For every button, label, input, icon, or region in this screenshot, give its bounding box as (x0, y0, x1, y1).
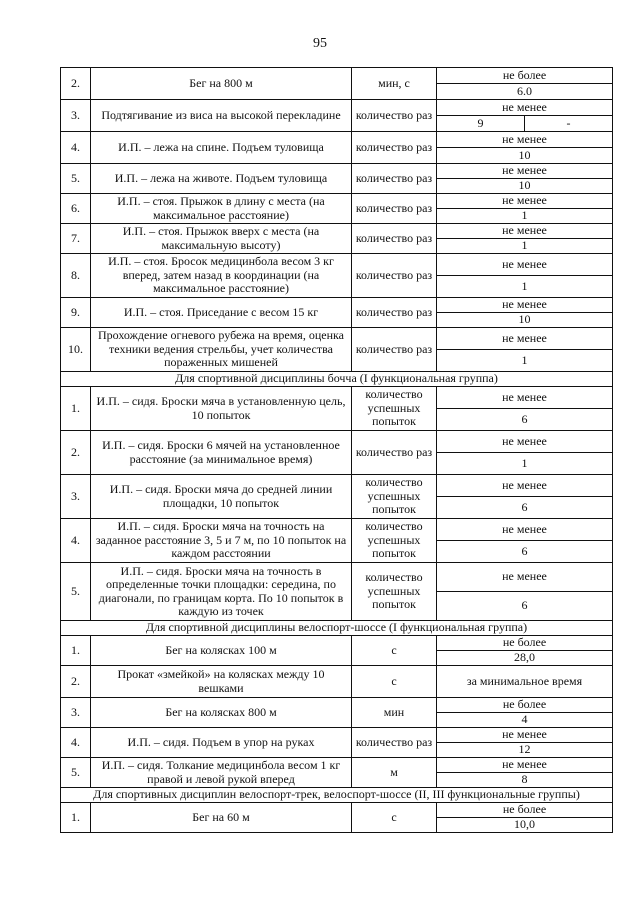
exercise-name: Прокат «змейкой» на колясках между 10 вешками (91, 666, 352, 698)
norm-condition: не менее (437, 758, 612, 773)
exercise-name: И.П. – сидя. Броски мяча в установленную цель, 10 попыток (91, 387, 352, 431)
norm-value: 10,0 (514, 817, 535, 832)
unit-of-measure: с (352, 666, 437, 698)
table-row (61, 666, 613, 698)
exercise-name: И.П. – сидя. Толкание медицинбола весом 1 кг правой и левой рукой вперед (91, 758, 352, 788)
norm-cell (437, 431, 613, 475)
row-number: 6. (61, 194, 91, 224)
table-row (61, 475, 613, 519)
exercise-name: И.П. – лежа на животе. Подъем туловища (91, 164, 352, 194)
section-title: Для спортивной дисциплины бочча (I функциональная группа) (61, 372, 613, 387)
exercise-name: И.П. – стоя. Прыжок вверх с места (на максимальную высоту) (91, 224, 352, 254)
row-number: 10. (61, 328, 91, 372)
norm-value: 10 (518, 312, 531, 327)
norm-cell (437, 698, 613, 728)
norm-value: 6 (521, 543, 528, 558)
unit-of-measure: м (352, 758, 437, 788)
unit-of-measure: количество раз (352, 728, 437, 758)
norm-cell (437, 803, 613, 833)
section-title: Для спортивных дисциплин велоспорт-трек, велоспорт-шоссе (II, III функциональные группы) (61, 788, 613, 803)
table-row (61, 194, 613, 224)
table-row (61, 100, 613, 132)
table-row (61, 563, 613, 621)
row-number: 7. (61, 224, 91, 254)
row-number: 4. (61, 519, 91, 563)
norm-condition: не менее (437, 254, 612, 276)
exercise-name: И.П. – сидя. Броски мяча до средней линии площадки, 10 попыток (91, 475, 352, 519)
norm-value-secondary: - (524, 116, 612, 131)
row-number: 5. (61, 563, 91, 621)
norm-condition: не менее (437, 132, 612, 148)
norm-value: 6 (521, 411, 528, 426)
unit-of-measure: мин (352, 698, 437, 728)
exercise-name: Бег на 60 м (91, 803, 352, 833)
norm-value: 12 (518, 742, 531, 757)
unit-of-measure: количество раз (352, 298, 437, 328)
section-header-row (61, 621, 613, 636)
exercise-name: Бег на колясках 800 м (91, 698, 352, 728)
exercise-name: И.П. – лежа на спине. Подъем туловища (91, 132, 352, 164)
row-number: 1. (61, 636, 91, 666)
row-number: 1. (61, 803, 91, 833)
unit-of-measure: количество раз (352, 431, 437, 475)
norm-cell (437, 254, 613, 298)
norm-values (437, 116, 612, 131)
table-row (61, 298, 613, 328)
table-row (61, 758, 613, 788)
row-number: 5. (61, 758, 91, 788)
exercise-name: Прохождение огневого рубежа на время, оценка техники ведения стрельбы, учет количества пораженных мишеней (91, 328, 352, 372)
row-number: 8. (61, 254, 91, 298)
exercise-name: И.П. – сидя. Броски мяча на точность на заданное расстояние 3, 5 и 7 м, по 10 попыток на каждом расстоянии (91, 519, 352, 563)
norm-value: за минимальное время (437, 666, 613, 698)
norm-value: 10 (518, 147, 531, 162)
unit-of-measure: количество раз (352, 194, 437, 224)
table-row (61, 132, 613, 164)
norm-value: 1 (521, 208, 528, 223)
row-number: 3. (61, 698, 91, 728)
norm-value: 1 (521, 278, 528, 293)
norm-value: 1 (521, 455, 528, 470)
norm-condition: не более (437, 698, 612, 713)
row-number: 2. (61, 68, 91, 100)
table-row (61, 254, 613, 298)
norm-value: 10 (518, 178, 531, 193)
norm-condition: не менее (437, 387, 612, 409)
norm-cell (437, 194, 613, 224)
norm-cell (437, 164, 613, 194)
table-row (61, 68, 613, 100)
row-number: 2. (61, 431, 91, 475)
norm-cell (437, 387, 613, 431)
norm-value: 6 (521, 499, 528, 514)
section-header-row (61, 788, 613, 803)
unit-of-measure: количество раз (352, 132, 437, 164)
norm-value: 4 (521, 712, 528, 727)
row-number: 9. (61, 298, 91, 328)
norm-value: 6.0 (517, 83, 532, 98)
norm-condition: не менее (437, 328, 612, 350)
unit-of-measure: количество раз (352, 164, 437, 194)
norm-cell (437, 328, 613, 372)
exercise-name: И.П. – стоя. Бросок медицинбола весом 3 кг вперед, затем назад в координации (на максимальное расстояние) (91, 254, 352, 298)
norm-value: 28,0 (514, 650, 535, 665)
norm-condition: не менее (437, 475, 612, 497)
norm-cell (437, 758, 613, 788)
norm-cell (437, 132, 613, 164)
norm-cell (437, 563, 613, 621)
exercise-name: И.П. – сидя. Подъем в упор на руках (91, 728, 352, 758)
norm-condition: не менее (437, 519, 612, 541)
norm-condition: не менее (437, 728, 612, 743)
norm-condition: не менее (437, 194, 612, 209)
norm-condition: не менее (437, 164, 612, 179)
norm-value: 8 (521, 772, 528, 787)
table-row (61, 164, 613, 194)
standards-table-body (61, 68, 613, 833)
row-number: 1. (61, 387, 91, 431)
section-title: Для спортивной дисциплины велоспорт-шоссе (I функциональная группа) (61, 621, 613, 636)
norm-condition: не менее (437, 563, 612, 592)
norm-condition: не менее (437, 224, 612, 239)
table-row (61, 803, 613, 833)
unit-of-measure: количество раз (352, 100, 437, 132)
page-number: 95 (313, 36, 327, 51)
unit-of-measure: количество успешных попыток (352, 519, 437, 563)
norm-condition: не менее (437, 298, 612, 313)
norm-cell (437, 636, 613, 666)
exercise-name: Подтягивание из виса на высокой перекладине (91, 100, 352, 132)
norm-value: 9 (477, 115, 484, 130)
norm-cell (437, 224, 613, 254)
unit-of-measure: с (352, 636, 437, 666)
norm-condition: не более (437, 803, 612, 818)
exercise-name: Бег на 800 м (91, 68, 352, 100)
table-row (61, 636, 613, 666)
unit-of-measure: количество раз (352, 224, 437, 254)
row-number: 5. (61, 164, 91, 194)
row-number: 4. (61, 728, 91, 758)
row-number: 4. (61, 132, 91, 164)
section-header-row (61, 372, 613, 387)
standards-table (60, 67, 613, 833)
unit-of-measure: мин, с (352, 68, 437, 100)
norm-cell (437, 475, 613, 519)
row-number: 3. (61, 475, 91, 519)
table-row (61, 387, 613, 431)
norm-value: 1 (521, 352, 528, 367)
unit-of-measure: количество успешных попыток (352, 475, 437, 519)
norm-condition: не более (437, 636, 612, 651)
norm-condition: не менее (437, 100, 612, 116)
norm-condition: не более (437, 68, 612, 84)
norm-condition: не менее (437, 431, 612, 453)
row-number: 3. (61, 100, 91, 132)
table-row (61, 328, 613, 372)
norm-cell (437, 728, 613, 758)
exercise-name: И.П. – стоя. Прыжок в длину с места (на максимальное расстояние) (91, 194, 352, 224)
table-row (61, 728, 613, 758)
norm-cell (437, 519, 613, 563)
norm-cell (437, 68, 613, 100)
unit-of-measure: количество раз (352, 254, 437, 298)
unit-of-measure: количество успешных попыток (352, 563, 437, 621)
norm-cell (437, 298, 613, 328)
exercise-name: И.П. – стоя. Приседание с весом 15 кг (91, 298, 352, 328)
table-row (61, 519, 613, 563)
table-row (61, 431, 613, 475)
exercise-name: И.П. – сидя. Броски мяча на точность в определенные точки площадки: середина, по диагонали, по границам корта. По 10 попыток в каждую из точек (91, 563, 352, 621)
exercise-name: И.П. – сидя. Броски 6 мячей на установленное расстояние (за минимальное время) (91, 431, 352, 475)
exercise-name: Бег на колясках 100 м (91, 636, 352, 666)
row-number: 2. (61, 666, 91, 698)
unit-of-measure: количество раз (352, 328, 437, 372)
norm-cell (437, 100, 613, 132)
norm-value: 6 (521, 598, 528, 613)
table-row (61, 224, 613, 254)
unit-of-measure: с (352, 803, 437, 833)
norm-value: 1 (521, 238, 528, 253)
table-row (61, 698, 613, 728)
unit-of-measure: количество успешных попыток (352, 387, 437, 431)
